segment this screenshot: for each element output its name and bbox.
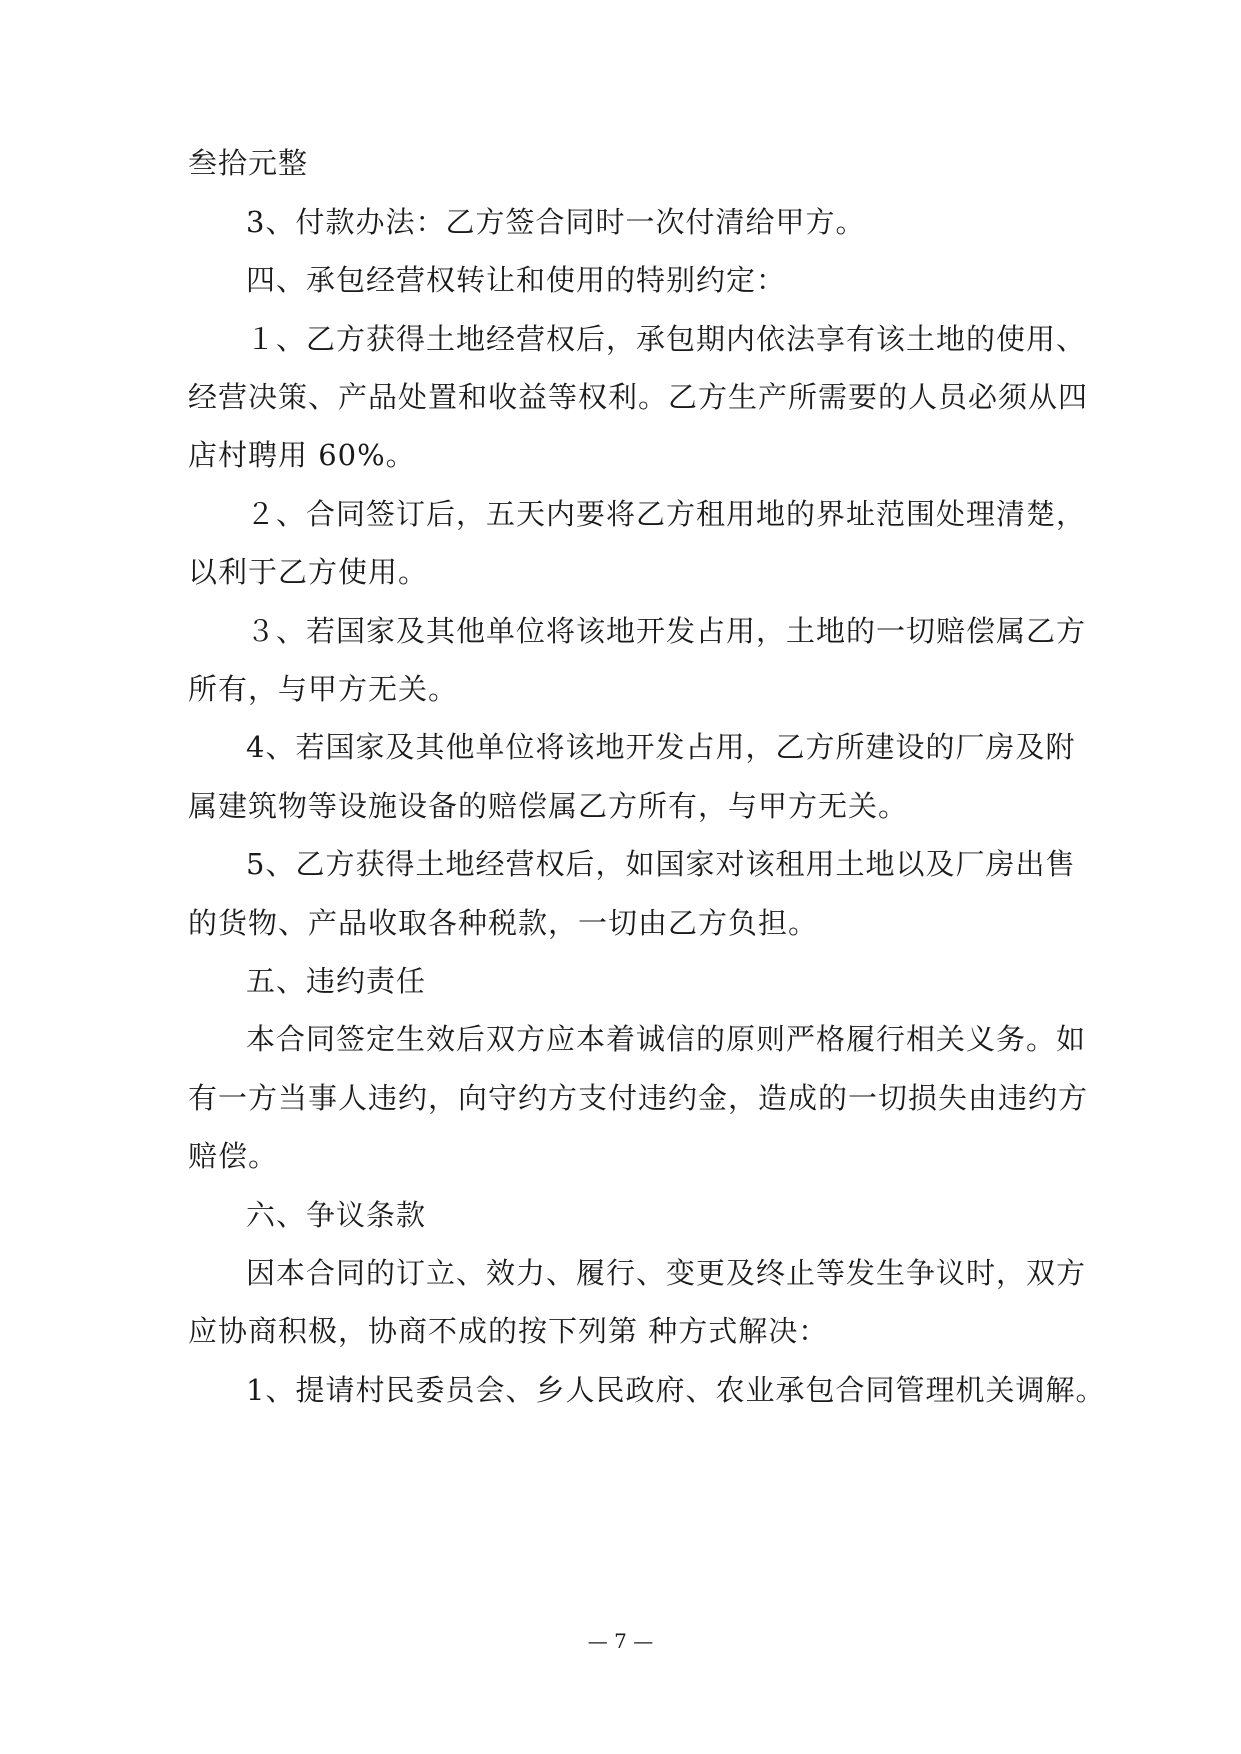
text-line: 四、承包经营权转让和使用的特别约定： — [246, 263, 787, 297]
section-heading: 六、争议条款 — [246, 1198, 427, 1232]
text-line: 属建筑物等设施设备的赔偿属乙方所有，与甲方无关。 — [188, 789, 909, 823]
text-line: 所有，与甲方无关。 — [188, 672, 459, 706]
text-line: 因本合同的订立、效力、履行、变更及终止等发生争议时，双方 — [246, 1256, 1087, 1290]
text-line: 的货物、产品收取各种税款，一切由乙方负担。 — [188, 906, 819, 940]
text-line: 应协商积极，协商不成的按下列第 种方式解决： — [188, 1314, 829, 1348]
text-line: 店村聘用 60%。 — [188, 438, 416, 472]
section-heading: 五、违约责任 — [246, 964, 427, 998]
text-line: ３、若国家及其他单位将该地开发占用，土地的一切赔偿属乙方 — [246, 614, 1087, 648]
text-line: ２、合同签订后，五天内要将乙方租用地的界址范围处理清楚， — [246, 497, 1087, 531]
text-line: 3、付款办法：乙方签合同时一次付清给甲方。 — [246, 205, 866, 239]
text-line: 经营决策、产品处置和收益等权利。乙方生产所需要的人员必须从四 — [188, 380, 1089, 414]
text-line: １、乙方获得土地经营权后，承包期内依法享有该土地的使用、 — [246, 322, 1087, 356]
text-line: 有一方当事人违约，向守约方支付违约金，造成的一切损失由违约方 — [188, 1081, 1089, 1115]
text-line: 赔偿。 — [188, 1139, 279, 1173]
text-line: 5、乙方获得土地经营权后，如国家对该租用土地以及厂房出售 — [246, 847, 1076, 881]
text-line: 本合同签定生效后双方应本着诚信的原则严格履行相关义务。如 — [246, 1022, 1087, 1056]
page-number: — 7 — — [587, 1629, 654, 1653]
text-line: 以利于乙方使用。 — [188, 555, 429, 589]
text-line: 4、若国家及其他单位将该地开发占用，乙方所建设的厂房及附 — [246, 730, 1076, 764]
text-line: 1、提请村民委员会、乡人民政府、农业承包合同管理机关调解。 — [246, 1373, 1106, 1407]
text-line: 叁拾元整 — [188, 146, 309, 180]
